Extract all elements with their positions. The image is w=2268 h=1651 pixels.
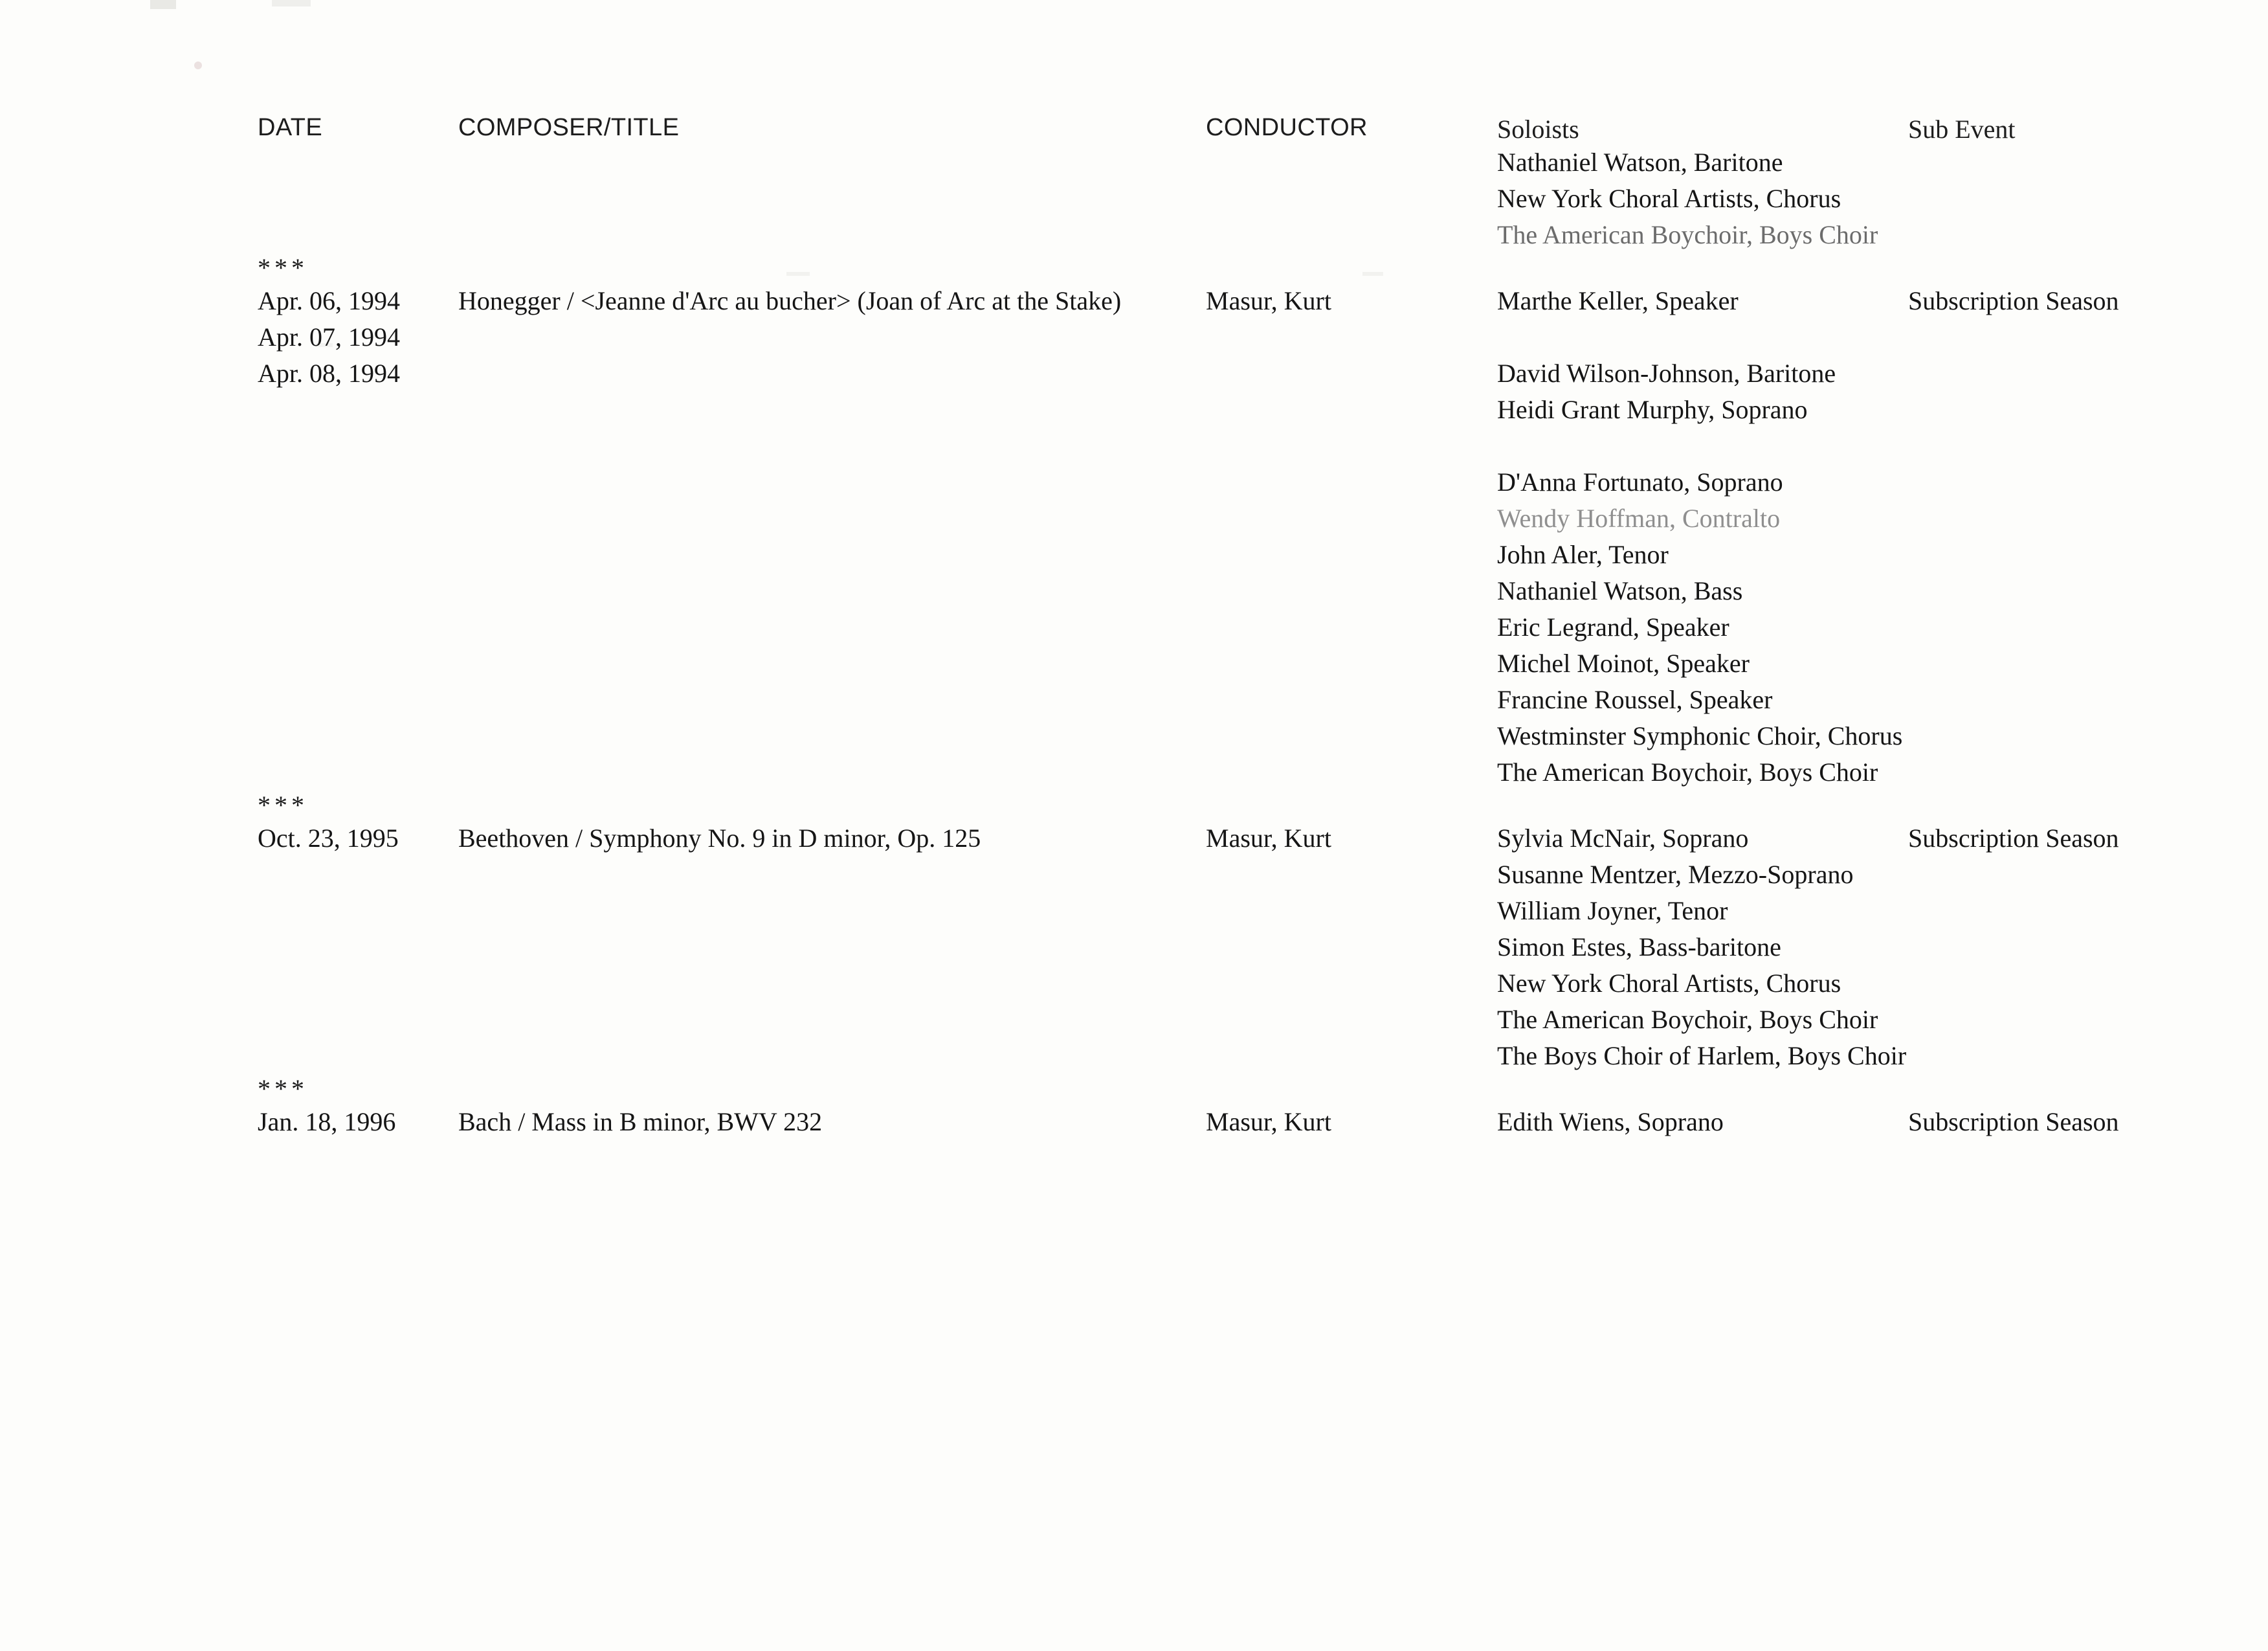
soloist-line: Nathaniel Watson, Baritone (1497, 148, 1783, 177)
entry-conductor-cell: Masur, Kurt (1206, 286, 1331, 315)
table-row (258, 820, 2199, 1074)
entry-soloists-cell (1497, 283, 1908, 791)
entry-date-cell (258, 283, 458, 791)
soloist-line: John Aler, Tenor (1497, 540, 1669, 569)
entry-date-cell (258, 1104, 458, 1140)
soloist-spacer (1497, 428, 1908, 464)
soloist-line: William Joyner, Tenor (1497, 896, 1728, 925)
carryover-work-cell (458, 144, 1206, 253)
separator-marker: *** (258, 253, 308, 282)
column-header-date: DATE (258, 114, 323, 141)
date-line: Apr. 07, 1994 (258, 322, 400, 352)
date-line: Apr. 06, 1994 (258, 286, 400, 315)
scan-artifact-smudge (272, 0, 311, 6)
soloist-line: New York Choral Artists, Chorus (1497, 184, 1841, 213)
soloist-line: New York Choral Artists, Chorus (1497, 969, 1841, 998)
entry-sub-event-cell: Subscription Season (1908, 286, 2119, 315)
soloist-line: Eric Legrand, Speaker (1497, 612, 1729, 642)
entry-sub-event-cell: Subscription Season (1908, 1107, 2119, 1136)
table-header-row (258, 114, 2199, 144)
table-row (258, 1104, 2199, 1140)
date-line: Apr. 08, 1994 (258, 359, 400, 388)
soloist-line: The American Boychoir, Boys Choir (1497, 758, 1878, 787)
entry-date-cell (258, 820, 458, 1074)
entry-conductor-cell: Masur, Kurt (1206, 1107, 1331, 1136)
entry-soloists-cell (1497, 820, 1908, 1074)
scan-artifact-speck (194, 62, 202, 69)
soloist-line: Sylvia McNair, Soprano (1497, 824, 1749, 853)
soloist-line: Wendy Hoffman, Contralto (1497, 504, 1781, 533)
carryover-sub-event-cell (1908, 144, 2199, 253)
soloist-line: Edith Wiens, Soprano (1497, 1107, 1724, 1136)
soloist-line: Nathaniel Watson, Bass (1497, 576, 1743, 605)
soloist-line: Francine Roussel, Speaker (1497, 685, 1773, 714)
column-header-conductor: CONDUCTOR (1206, 114, 1368, 141)
separator-marker: *** (258, 1074, 308, 1103)
carryover-soloists-row (258, 144, 2199, 253)
soloist-line: Heidi Grant Murphy, Soprano (1497, 395, 1808, 424)
table-row (258, 283, 2199, 791)
soloist-line: The Boys Choir of Harlem, Boys Choir (1497, 1041, 1907, 1070)
carryover-soloists-cell (1497, 144, 1908, 253)
entry-composer-title-cell: Beethoven / Symphony No. 9 in D minor, Op. 125 (458, 824, 981, 853)
carryover-conductor-cell (1206, 144, 1497, 253)
soloist-line: Westminster Symphonic Choir, Chorus (1497, 721, 1903, 750)
separator-marker: *** (258, 791, 308, 820)
performance-table (258, 114, 2199, 1140)
soloist-line: Michel Moinot, Speaker (1497, 649, 1750, 678)
carryover-date-cell (258, 144, 458, 253)
column-header-sub-event: Sub Event (1908, 115, 2016, 144)
soloist-line: The American Boychoir, Boys Choir (1497, 220, 1878, 249)
entry-conductor-cell: Masur, Kurt (1206, 824, 1331, 853)
entry-separator-row (258, 1074, 2199, 1104)
entry-separator-row (258, 253, 2199, 283)
soloist-line: David Wilson-Johnson, Baritone (1497, 359, 1836, 388)
soloist-line: Marthe Keller, Speaker (1497, 286, 1739, 315)
soloist-line: D'Anna Fortunato, Soprano (1497, 467, 1783, 497)
soloist-spacer (1497, 319, 1908, 355)
soloist-line: The American Boychoir, Boys Choir (1497, 1005, 1878, 1034)
soloist-line: Susanne Mentzer, Mezzo-Soprano (1497, 860, 1854, 889)
entry-composer-title-cell: Honegger / <Jeanne d'Arc au bucher> (Joan of Arc at the Stake) (458, 286, 1122, 315)
soloist-line: Simon Estes, Bass-baritone (1497, 932, 1781, 961)
scan-artifact-smudge (150, 0, 176, 9)
date-line: Oct. 23, 1995 (258, 824, 399, 853)
date-line: Jan. 18, 1996 (258, 1107, 396, 1136)
entry-separator-row (258, 791, 2199, 820)
entry-composer-title-cell: Bach / Mass in B minor, BWV 232 (458, 1107, 823, 1136)
column-header-composer-title: COMPOSER/TITLE (458, 114, 680, 141)
entry-sub-event-cell: Subscription Season (1908, 824, 2119, 853)
entry-soloists-cell (1497, 1104, 1908, 1140)
column-header-soloists: Soloists (1497, 115, 1579, 144)
